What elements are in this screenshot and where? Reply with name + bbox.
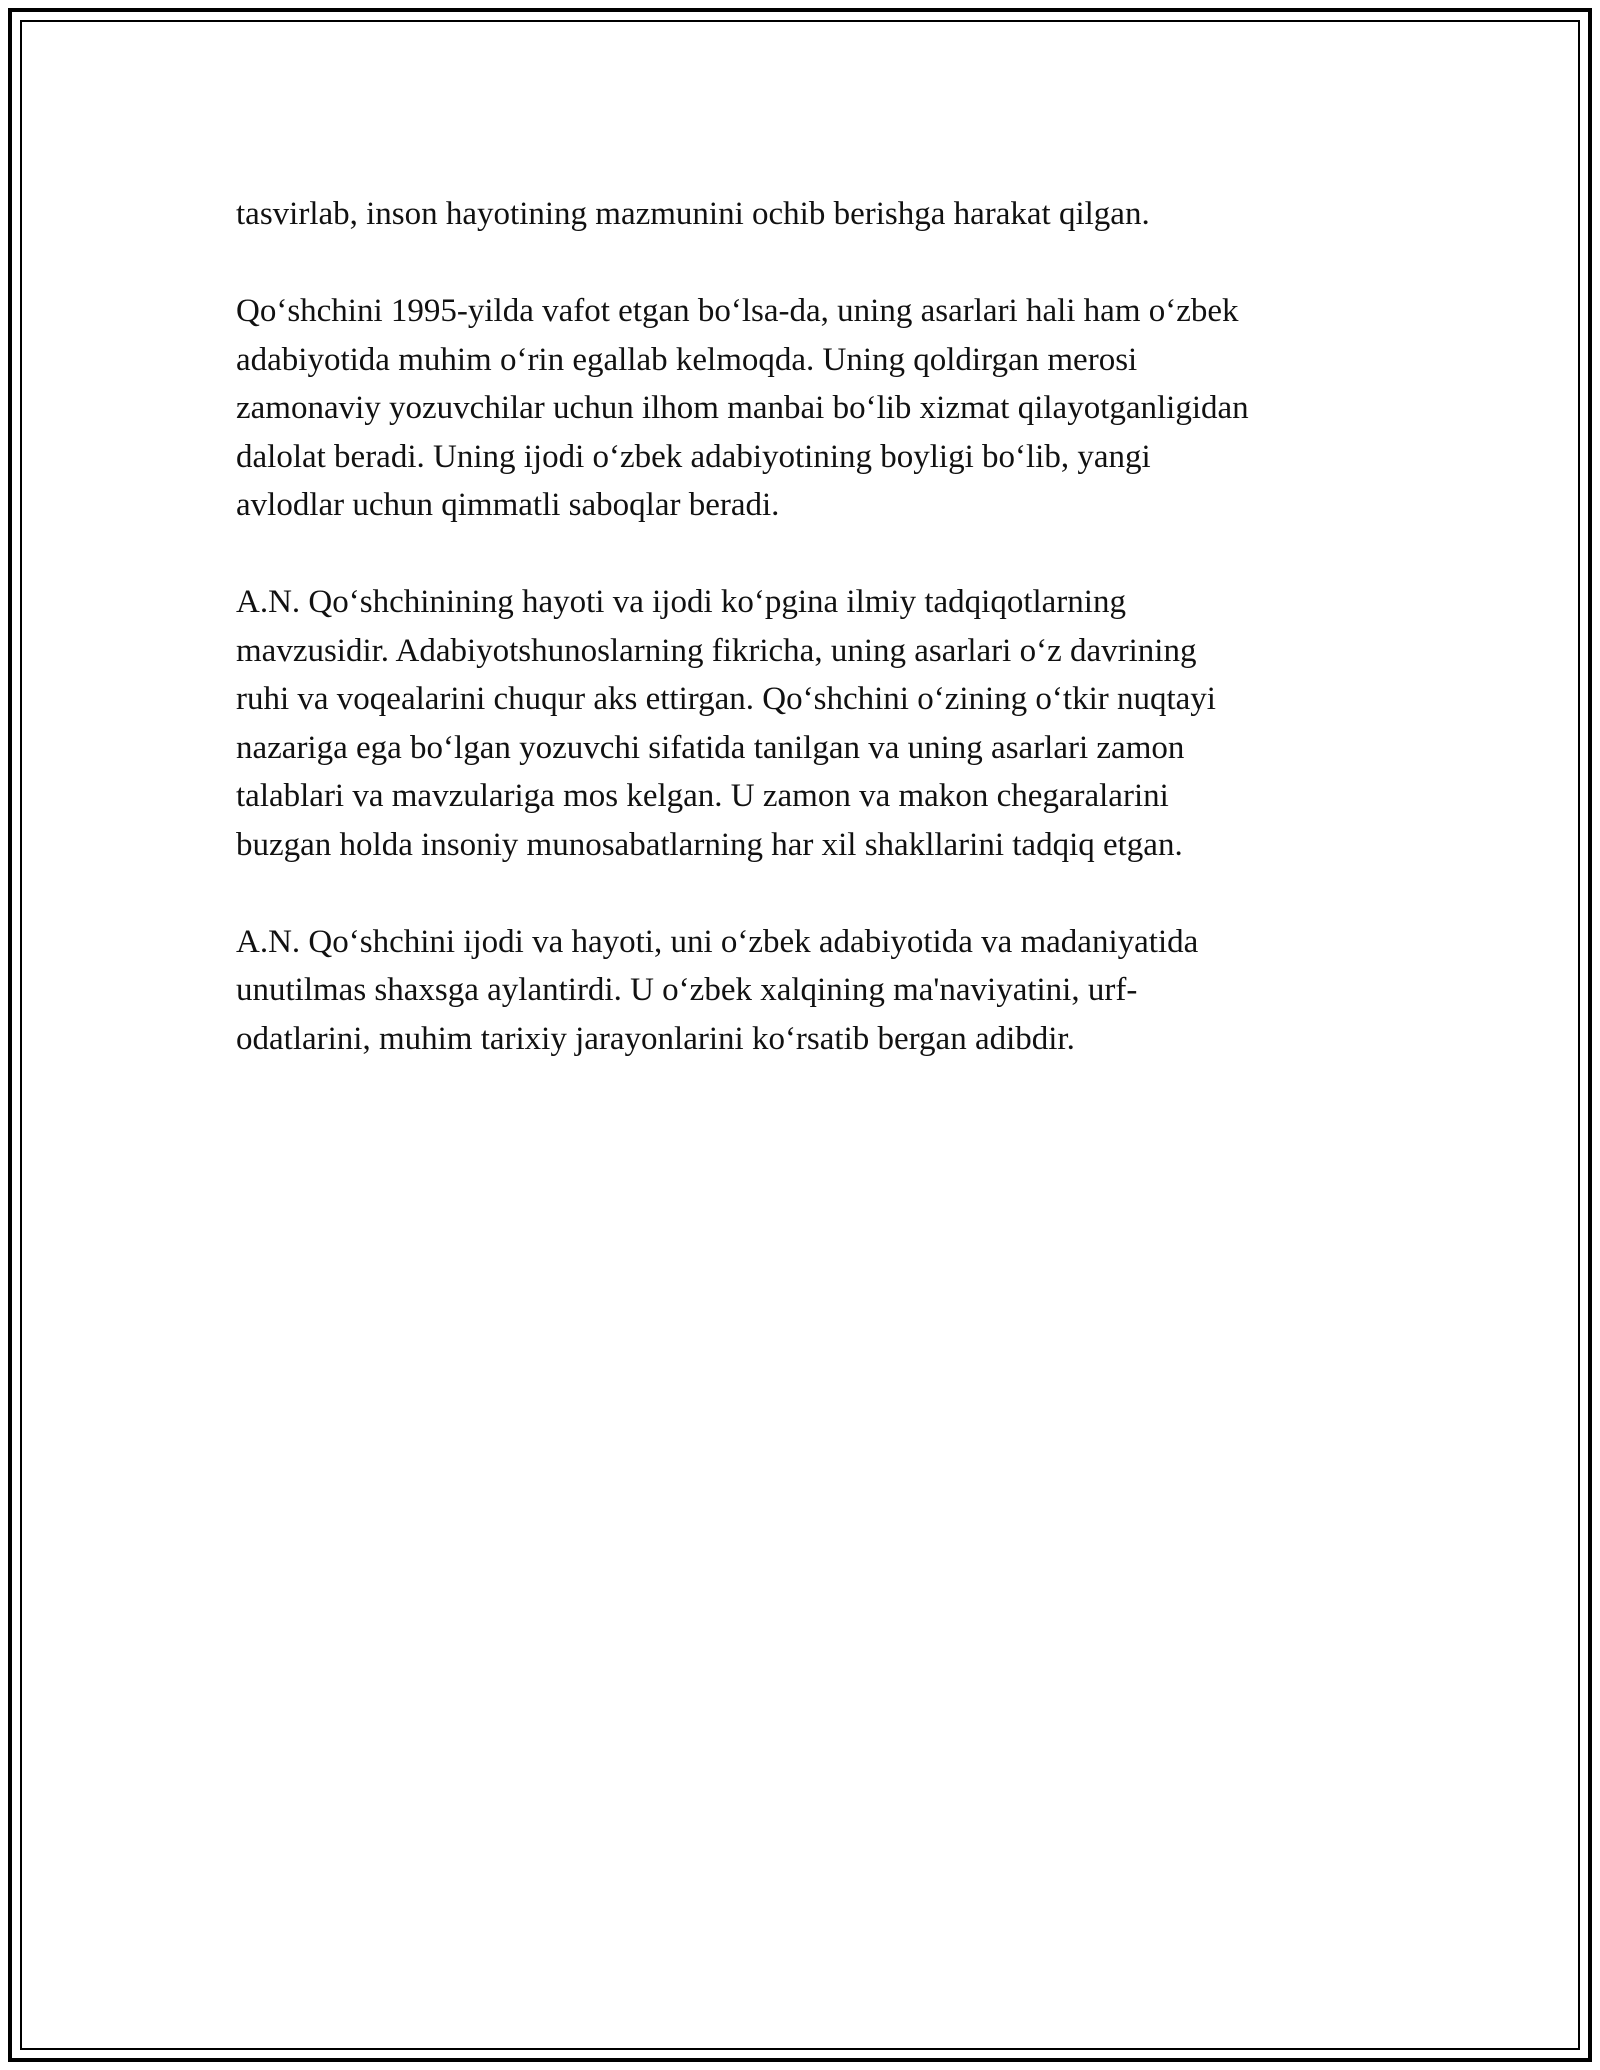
paragraph-2: Qo‘shchini 1995-yilda vafot etgan bo‘lsa-da, uning asarlari hali ham o‘zbek adabiyotida muhim o‘rin egallab kelmoqda. Uning qoldirgan merosi zamonaviy yozuvchilar uchun ilhom manbai bo‘lib xizmat qilayotganligidan dalolat beradi. Uning ijodi o‘zbek adabiyotining boyligi bo‘lib, yangi avlodlar uchun qimmatli saboqlar beradi. bbox=[236, 293, 1249, 523]
paragraph-3: A.N. Qo‘shchinining hayoti va ijodi ko‘pgina ilmiy tadqiqotlarning mavzusidir. Adabiyotshunoslarning fikricha, uning asarlari o‘z davrining ruhi va voqealarini chuqur aks ettirgan. Qo‘shchini o‘zining o‘tkir nuqtayi nazariga ega bo‘lgan yozuvchi sifatida tanilgan va uning asarlari zamon talablari va mavzulariga mos kelgan. U zamon va makon chegaralarini buzgan holda insoniy munosabatlarning har xil shakllarini tadqiq etgan. bbox=[236, 584, 1216, 863]
paragraph-4: A.N. Qo‘shchini ijodi va hayoti, uni o‘zbek adabiyotida va madaniyatida unutilmas shaxsga aylantirdi. U o‘zbek xalqining ma'naviyatini, urf- odatlarini, muhim tarixiy jarayonlarini ko‘rsatib bergan adibdir. bbox=[236, 923, 1199, 1057]
document-body bbox=[236, 190, 1376, 1112]
paragraph-1: tasvirlab, inson hayotining mazmunini ochib berishga harakat qilgan. bbox=[236, 196, 1150, 232]
